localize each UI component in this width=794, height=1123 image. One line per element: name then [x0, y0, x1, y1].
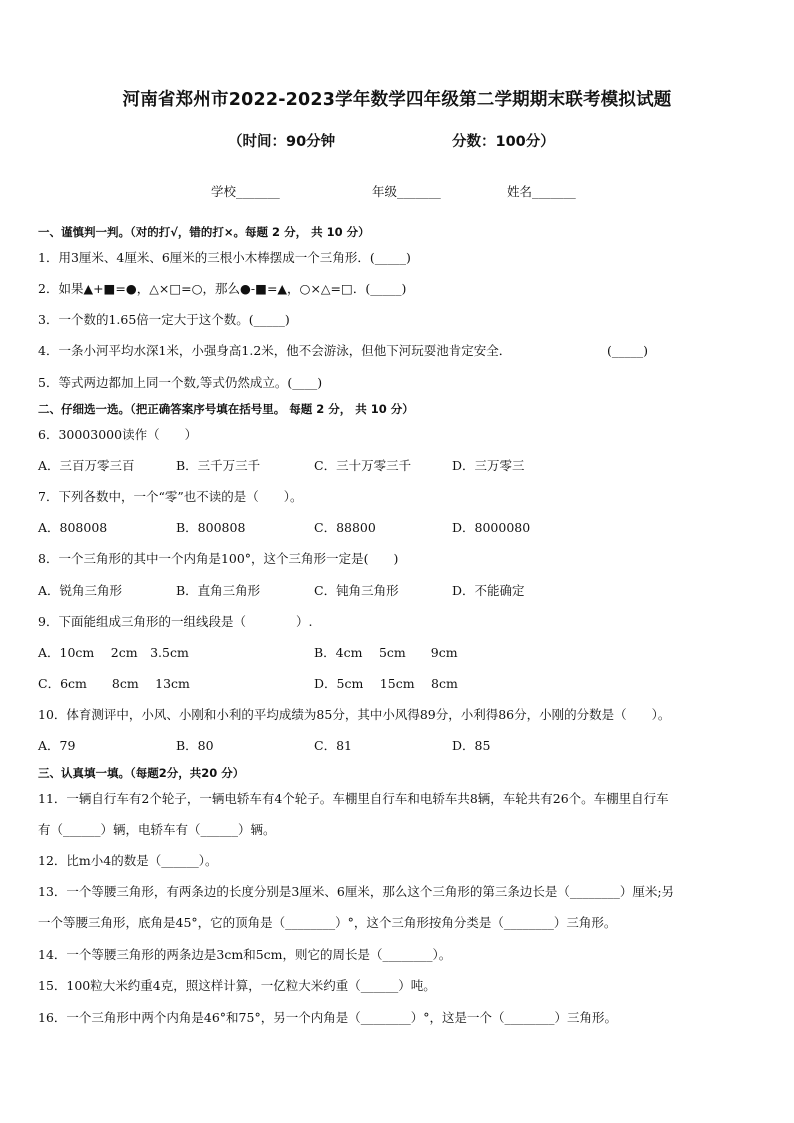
- question-15: 15．100粒大米约重4克，照这样计算，一亿粒大米约重（______）吨。: [38, 978, 436, 993]
- section-1-heading: 一、谨慎判一判。（对的打√，错的打×。每题 2 分， 共 10 分）: [38, 225, 370, 239]
- q10-option-d: D．85: [452, 738, 491, 753]
- q8-option-b: B．直角三角形: [176, 583, 261, 598]
- question-7: 7．下列各数中，一个“零”也不读的是（ ）。: [38, 489, 303, 504]
- question-12: 12．比m小4的数是（______）。: [38, 853, 218, 868]
- question-6: 6．30003000读作（ ）: [38, 427, 198, 442]
- question-4-blank: (_____): [607, 343, 649, 358]
- question-2: 2．如果▲+■=●，△×□=○，那么●-■=▲，○×△=□．(_____): [38, 281, 407, 296]
- q9-option-d: D．5cm 15cm 8cm: [314, 676, 458, 691]
- question-13-line-2: 一个等腰三角形，底角是45°，它的顶角是（________）°，这个三角形按角分类是（________）三角形。: [38, 915, 617, 930]
- section-3-heading: 三、认真填一填。（每题2分，共20 分）: [38, 766, 245, 780]
- question-11-line-1: 11．一辆自行车有2个轮子，一辆电轿车有4个轮子。车棚里自行车和电轿车共8辆，车轮共有26个。车棚里自行车: [38, 791, 669, 806]
- question-13-line-1: 13．一个等腰三角形，有两条边的长度分别是3厘米、6厘米，那么这个三角形的第三条边长是（________）厘米;另: [38, 884, 675, 899]
- q10-option-a: A．79: [38, 738, 76, 753]
- q7-option-d: D．8000080: [452, 520, 531, 535]
- q7-option-a: A．808008: [38, 520, 108, 535]
- q10-option-b: B．80: [176, 738, 214, 753]
- exam-score: 分数：100分）: [452, 134, 555, 150]
- grade-field: 年级_______: [372, 184, 441, 199]
- q8-option-c: C．钝角三角形: [314, 583, 399, 598]
- q10-option-c: C．81: [314, 738, 352, 753]
- question-14: 14．一个等腰三角形的两条边是3cm和5cm，则它的周长是（________）。: [38, 947, 452, 962]
- q7-option-c: C．88800: [314, 520, 376, 535]
- question-9: 9．下面能组成三角形的一组线段是（ ）.: [38, 614, 313, 629]
- q9-option-b: B．4cm 5cm 9cm: [314, 645, 458, 660]
- q6-option-d: D．三万零三: [452, 458, 525, 473]
- question-1: 1．用3厘米、4厘米、6厘米的三根小木棒摆成一个三角形．(_____): [38, 250, 411, 265]
- section-2-heading: 二、仔细选一选。（把正确答案序号填在括号里。 每题 2 分， 共 10 分）: [38, 402, 414, 416]
- q7-option-b: B．800808: [176, 520, 246, 535]
- school-field: 学校_______: [211, 184, 280, 199]
- q6-option-b: B．三千万三千: [176, 458, 261, 473]
- question-4: 4．一条小河平均水深1米，小强身高1.2米，他不会游泳，但他下河玩耍池肯定安全．: [38, 343, 512, 358]
- question-8: 8．一个三角形的其中一个内角是100°，这个三角形一定是( ): [38, 551, 399, 566]
- exam-time: （时间：90分钟: [228, 134, 336, 150]
- page-title: 河南省郑州市2022-2023学年数学四年级第二学期期末联考模拟试题: [122, 90, 672, 110]
- question-10: 10．体育测评中，小风、小刚和小利的平均成绩为85分，其中小风得89分，小利得86分，小刚的分数是（ ）。: [38, 707, 671, 722]
- name-field: 姓名_______: [507, 184, 576, 199]
- q9-option-c: C．6cm 8cm 13cm: [38, 676, 190, 691]
- question-5: 5．等式两边都加上同一个数,等式仍然成立。(____): [38, 375, 323, 390]
- question-11-line-2: 有（______）辆，电轿车有（______）辆。: [38, 822, 276, 837]
- question-16: 16．一个三角形中两个内角是46°和75°，另一个内角是（________）°，这是一个（________）三角形。: [38, 1010, 617, 1025]
- q6-option-c: C．三十万零三千: [314, 458, 412, 473]
- q8-option-d: D．不能确定: [452, 583, 525, 598]
- question-3: 3．一个数的1.65倍一定大于这个数。(_____): [38, 312, 290, 327]
- q8-option-a: A．锐角三角形: [38, 583, 123, 598]
- q9-option-a: A．10cm 2cm 3.5cm: [38, 645, 189, 660]
- q6-option-a: A．三百万零三百: [38, 458, 135, 473]
